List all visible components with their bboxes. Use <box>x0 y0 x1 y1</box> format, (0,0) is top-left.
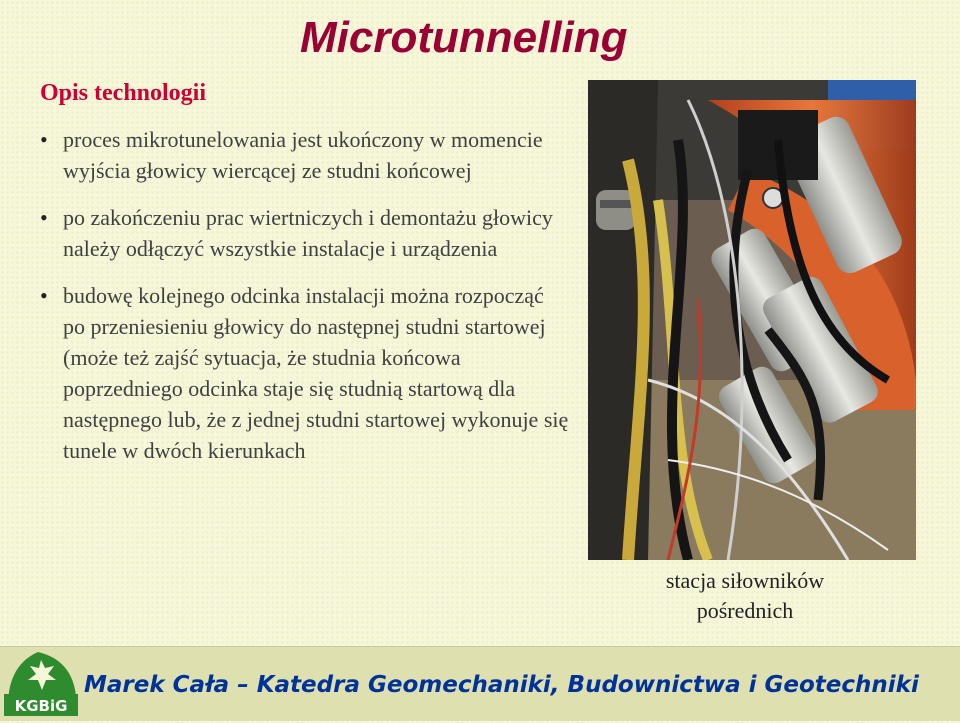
photo-caption-line-1: stacja siłowników <box>665 568 825 593</box>
section-subtitle: Opis technologii <box>40 80 207 106</box>
bullet-item: • proces mikrotunelowania jest ukończony w momencie wyjścia głowicy wiercącej ze studni końcowej <box>40 124 570 186</box>
bullet-item: • po zakończeniu prac wiertniczych i demontażu głowicy należy odłączyć wszystkie instalacje i urządzenia <box>40 202 570 264</box>
logo-text: KGBiG <box>14 697 68 715</box>
photo-caption <box>600 566 890 626</box>
bullet-list <box>40 124 570 482</box>
eagle-emblem-icon <box>2 646 80 718</box>
kgbig-logo <box>2 646 80 718</box>
footer-author-line: Marek Cała – Katedra Geomechaniki, Budownictwa i Geotechniki <box>84 672 919 698</box>
photo-caption-line-2: pośrednich <box>696 598 794 623</box>
jack-station-photo <box>588 80 916 560</box>
bullet-item: • budowę kolejnego odcinka instalacji można rozpocząć po przeniesieniu głowicy do następnej studni startowej (może też zajść sytuacja, że studnia końcowa poprzedniego odcinka staje się studnią startową dla następnego lub, że z jednej studni startowej wykonuje się tunele w dwóch kierunkach <box>40 280 570 466</box>
hydraulic-jack-station-photo <box>588 80 916 560</box>
slide-title: Microtunnelling <box>300 13 628 62</box>
